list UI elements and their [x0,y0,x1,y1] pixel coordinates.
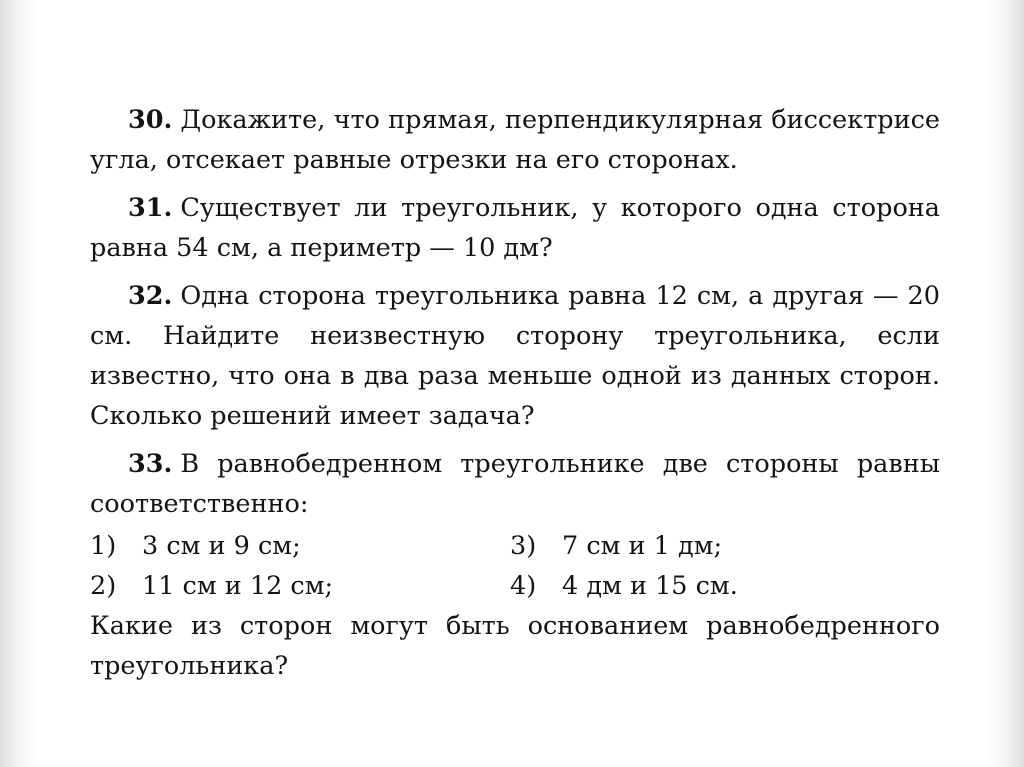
option-number: 1) [90,531,117,561]
option-text: 4 дм и 15 см. [562,571,738,601]
option-text: 11 см и 12 см; [142,571,334,601]
option-4 [510,566,940,606]
textbook-page [90,100,940,686]
problem-number: 30. [128,105,173,135]
answer-options [90,526,940,606]
option-number: 4) [510,571,537,601]
option-2 [90,566,510,606]
problem-32 [90,276,940,436]
problem-33-question: Какие из сторон могут быть основанием равнобедренного треугольника? [90,611,940,681]
option-text: 7 см и 1 дм; [562,531,723,561]
problem-text: Одна сторона треугольника равна 12 см, а другая — 20 см. Найдите неизвестную сторону треугольника, если известно, что она в два раза меньше одной из данных сторон. Сколько решений имеет задача? [90,281,940,431]
problem-text: Докажите, что прямая, перпендикулярная биссектрисе угла, отсекает равные отрезки на его сторонах. [90,105,940,175]
problem-33-intro [90,444,940,524]
option-number: 2) [90,571,117,601]
problem-number: 33. [128,449,173,479]
option-number: 3) [510,531,537,561]
problem-33 [90,444,940,686]
problem-number: 32. [128,281,173,311]
problem-text: Существует ли треугольник, у которого одна сторона равна 54 см, а периметр — 10 дм? [90,193,940,263]
option-1 [90,526,510,566]
problem-number: 31. [128,193,173,223]
problem-30 [90,100,940,180]
option-text: 3 см и 9 см; [142,531,301,561]
option-3 [510,526,940,566]
problem-31 [90,188,940,268]
problem-text: В равнобедренном треугольнике две стороны равны соответственно: [90,449,940,519]
